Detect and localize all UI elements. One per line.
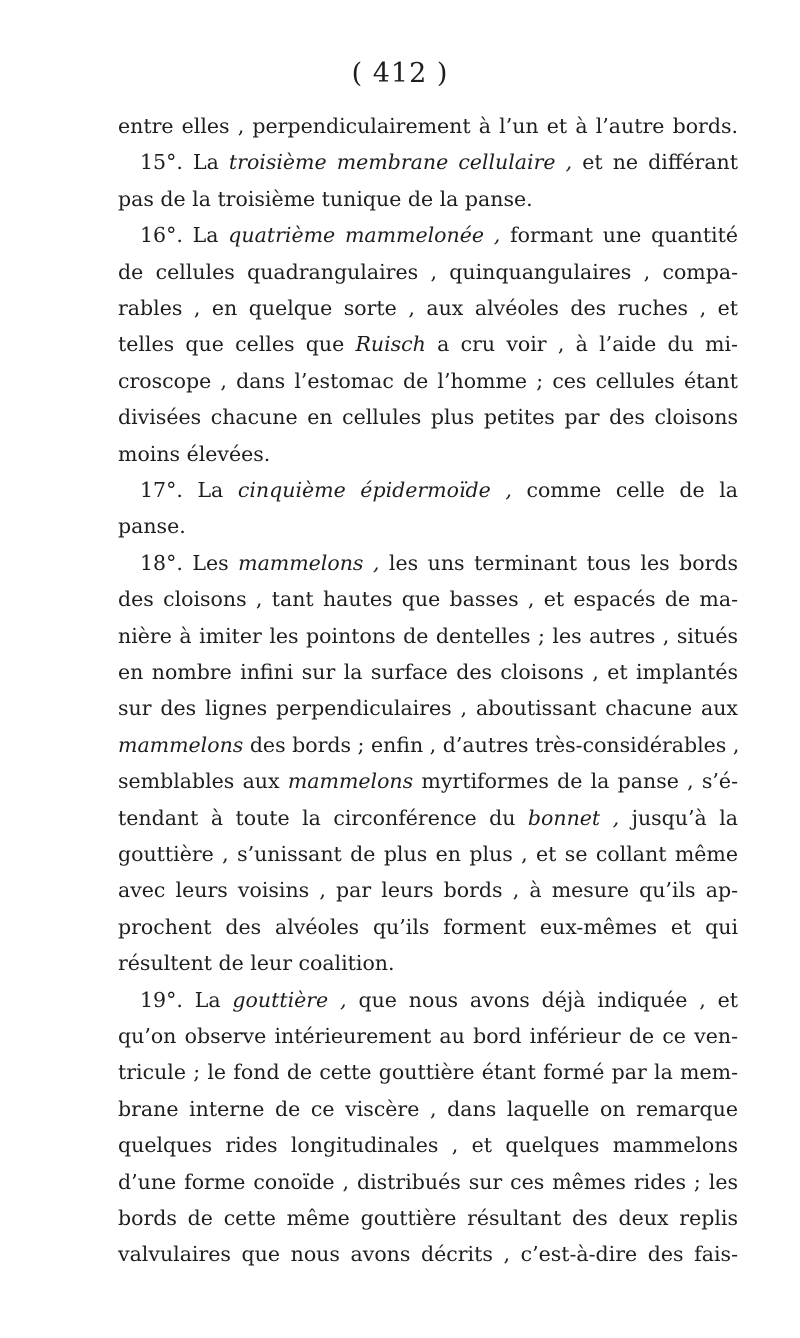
italic-term: mammelons ,: [238, 550, 380, 575]
text-segment: rables , en quelque sorte , aux alvéoles des ruches , et: [118, 296, 738, 320]
text-segment: semblables aux: [118, 769, 288, 794]
italic-term: bonnet ,: [527, 805, 620, 830]
text-line: [118, 913, 738, 941]
text-line: [118, 1240, 738, 1268]
text-segment: d’une forme conoïde , distribués sur ces mêmes rides ; les: [118, 1169, 738, 1194]
text-line: [118, 840, 738, 868]
italic-term: gouttière ,: [232, 987, 347, 1012]
text-segment: a cru voir , à l’aide du mi-: [425, 332, 738, 357]
text-segment: 16°. La: [140, 223, 229, 248]
text-segment: divisées chacune en cellules plus petites par des cloisons: [118, 405, 738, 430]
text-line: [118, 367, 738, 395]
text-segment: en nombre infini sur la surface des cloisons , et implantés: [118, 660, 738, 684]
text-segment: 18°. Les: [140, 550, 239, 575]
text-line: [118, 585, 738, 613]
text-line: [140, 148, 738, 176]
text-segment: tricule ; le fond de cette gouttière étant formé par la mem-: [118, 1060, 738, 1085]
text-line: [118, 440, 738, 468]
text-segment: les uns terminant tous les bords: [379, 550, 739, 575]
text-line: [118, 658, 738, 686]
page-number: ( 412 ): [351, 58, 449, 89]
italic-term: mammelons: [118, 732, 244, 757]
text-segment: prochent des alvéoles qu’ils forment eux-mêmes et qui: [118, 914, 738, 939]
text-segment: myrtiformes de la panse , s’é-: [413, 769, 738, 794]
text-line: [118, 804, 738, 832]
text-segment: comme celle de la: [511, 478, 738, 502]
text-line: [118, 767, 738, 795]
text-segment: panse.: [118, 514, 186, 539]
text-segment: jusqu’à la: [619, 805, 738, 830]
text-segment: tendant à toute la circonférence du: [118, 805, 528, 830]
text-line: [118, 731, 738, 759]
text-line: [118, 694, 738, 722]
text-segment: des cloisons , tant hautes que basses , et espacés de ma-: [118, 587, 738, 612]
text-line: [140, 221, 738, 249]
text-segment: des bords ; enfin , d’autres très-considérables ,: [243, 732, 740, 757]
text-segment: que nous avons déjà indiquée , et: [346, 987, 738, 1012]
text-line: [118, 1131, 738, 1159]
text-line: [140, 986, 738, 1014]
text-line: [118, 258, 738, 286]
text-line: [118, 112, 738, 140]
text-segment: formant une quantité: [500, 223, 738, 248]
text-line: [118, 1204, 738, 1232]
text-segment: entre elles , perpendiculairement à l’un et à l’autre bords.: [118, 114, 738, 138]
text-line: [118, 512, 738, 540]
text-line: [140, 549, 738, 577]
text-segment: pas de la troisième tunique de la panse.: [118, 186, 533, 211]
text-line: [118, 1058, 738, 1086]
text-segment: résultent de leur coalition.: [118, 951, 395, 976]
text-segment: et ne différant: [572, 150, 738, 175]
text-segment: nière à imiter les pointons de dentelles ; les autres , situés: [118, 623, 738, 648]
text-segment: gouttière , s’unissant de plus en plus , et se collant même: [118, 842, 738, 866]
text-segment: sur des lignes perpendiculaires , aboutissant chacune aux: [118, 696, 738, 721]
text-line: [118, 330, 738, 358]
italic-term: troisième membrane cellulaire ,: [228, 150, 573, 175]
text-segment: croscope , dans l’estomac de l’homme ; ces cellules étant: [118, 368, 738, 393]
text-line: [118, 949, 738, 977]
text-segment: qu’on observe intérieurement au bord inférieur de ce ven-: [118, 1024, 738, 1048]
text-line: [118, 1022, 738, 1050]
text-segment: brane interne de ce viscère , dans laquelle on remarque: [118, 1096, 738, 1121]
italic-term: cinquième épidermoïde ,: [237, 478, 512, 502]
text-segment: avec leurs voisins , par leurs bords , à mesure qu’ils ap-: [118, 878, 738, 903]
text-segment: valvulaires que nous avons décrits , c’est-à-dire des fais-: [118, 1242, 738, 1267]
italic-term: mammelons: [287, 769, 414, 794]
text-segment: quelques rides longitudinales , et quelques mammelons: [118, 1133, 738, 1158]
text-line: [118, 403, 738, 431]
italic-term: quatrième mammelonée ,: [228, 223, 501, 248]
text-line: [118, 1168, 738, 1196]
text-segment: telles que celles que: [118, 332, 356, 357]
text-segment: 17°. La: [140, 478, 238, 502]
text-segment: 19°. La: [140, 987, 233, 1012]
text-line: [118, 1095, 738, 1123]
italic-term: Ruisch: [355, 332, 426, 357]
text-segment: 15°. La: [140, 150, 229, 175]
text-segment: moins élevées.: [118, 441, 271, 466]
text-line: [140, 476, 738, 504]
text-line: [118, 622, 738, 650]
text-line: [118, 294, 738, 322]
text-line: [118, 876, 738, 904]
text-line: [118, 185, 738, 213]
text-segment: de cellules quadrangulaires , quinquangulaires , compa-: [118, 259, 738, 284]
text-segment: bords de cette même gouttière résultant des deux replis: [118, 1206, 738, 1230]
